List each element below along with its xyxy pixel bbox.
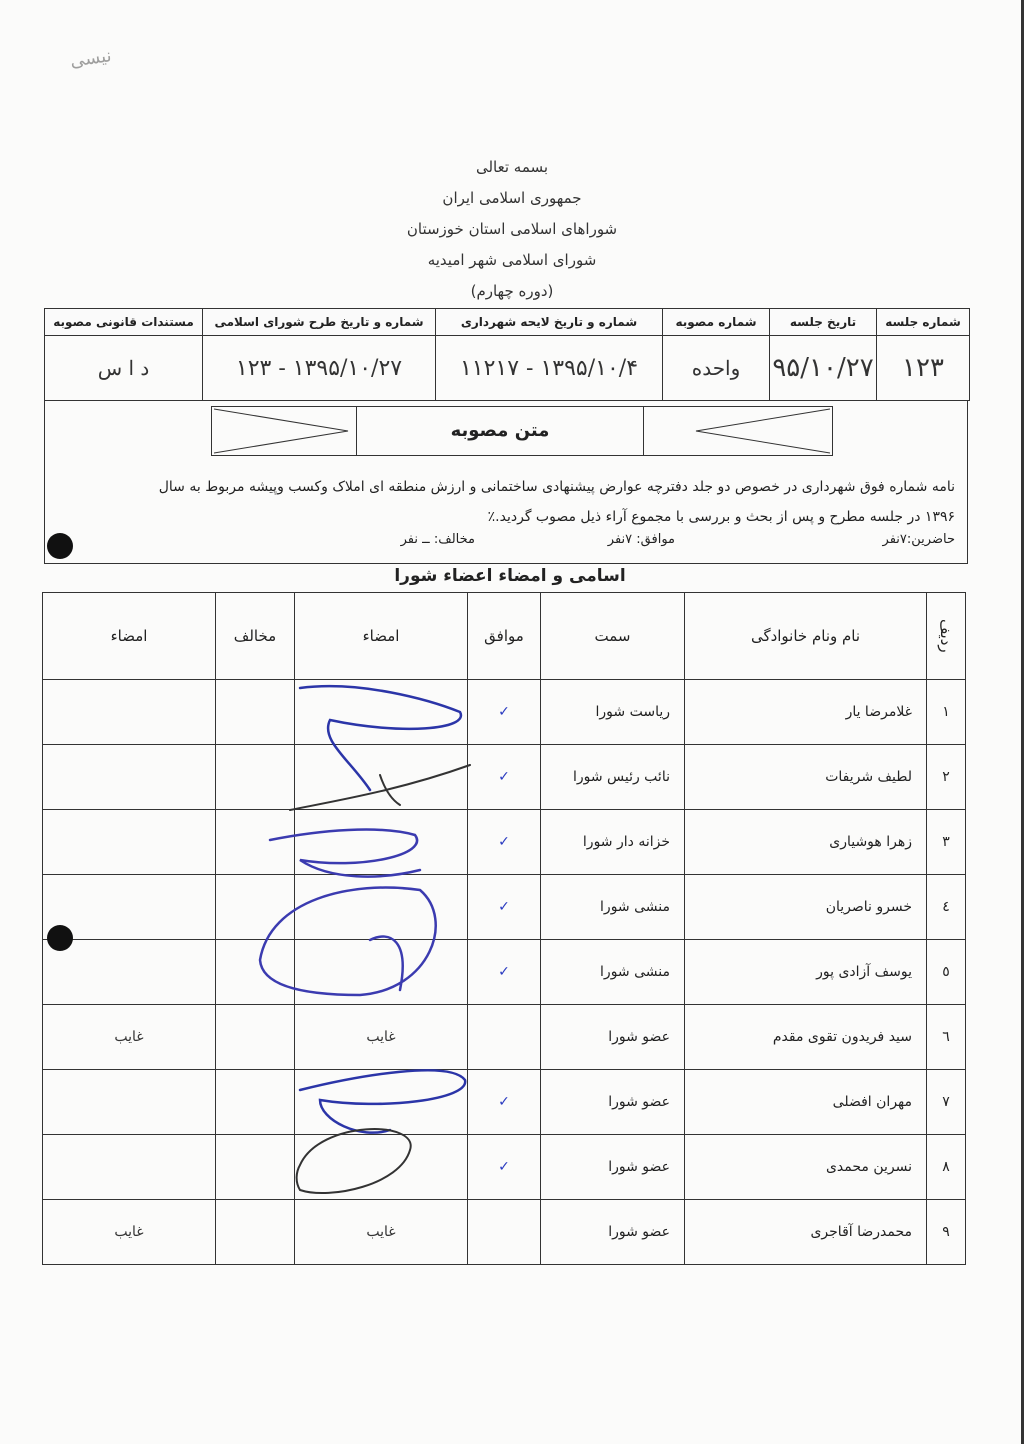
absent-mark-2: غایب — [43, 1200, 216, 1265]
member-name: غلامرضا یار — [685, 680, 927, 745]
oppose-cell — [216, 1070, 295, 1135]
oppose-cell — [216, 680, 295, 745]
oppose-cell — [216, 1200, 295, 1265]
member-name: محمدرضا آقاجری — [685, 1200, 927, 1265]
col-role: سمت — [541, 593, 685, 680]
banner-right-arrow — [692, 407, 832, 455]
signature-cell-2 — [43, 745, 216, 810]
vote-counts — [55, 532, 955, 556]
approval-title: متن مصوبه — [356, 407, 644, 455]
agree-check: ✓ — [468, 875, 541, 940]
approval-line: نامه شماره فوق شهرداری در خصوص دو جلد دفترچه عوارض پیشنهادی ساختمانی و ارزش منطقه ای املاک وکسب وپیشه مربوط به سال — [158, 479, 955, 495]
col-oppose: مخالف — [216, 593, 295, 680]
col-row: ردیف — [927, 593, 966, 680]
col-agree: موافق — [468, 593, 541, 680]
session-info-table — [44, 308, 970, 401]
oppose-cell — [216, 745, 295, 810]
council-plan-value: ۱۳۹۵/۱۰/۲۷ - ۱۲۳ — [203, 336, 436, 401]
punch-hole — [47, 925, 73, 951]
members-header-row — [43, 593, 966, 680]
oppose-cell — [216, 940, 295, 1005]
signature-cell — [295, 875, 468, 940]
approval-body — [55, 472, 955, 532]
agree-check: ✓ — [468, 940, 541, 1005]
oppose-cell — [216, 810, 295, 875]
row-number: ٥ — [927, 940, 966, 1005]
member-role: عضو شورا — [541, 1135, 685, 1200]
row-number: ٤ — [927, 875, 966, 940]
member-name: مهران افضلی — [685, 1070, 927, 1135]
member-row — [43, 1135, 966, 1200]
header-line: شوراهای اسلامی استان خوزستان — [406, 220, 618, 238]
header-line: (دوره چهارم) — [470, 282, 554, 300]
member-row — [43, 1200, 966, 1265]
member-name: خسرو ناصریان — [685, 875, 927, 940]
resolution-number-value: واحده — [663, 336, 770, 401]
approval-banner — [211, 406, 833, 456]
agree-check: ✓ — [468, 745, 541, 810]
member-row — [43, 875, 966, 940]
signature-cell-2 — [43, 1135, 216, 1200]
member-role: عضو شورا — [541, 1005, 685, 1070]
absent-mark: غایب — [295, 1200, 468, 1265]
signature-cell — [295, 810, 468, 875]
members-title: اسامی و امضاء اعضاء شورا — [394, 566, 626, 586]
agree-check: ✓ — [468, 810, 541, 875]
corner-handwritten-mark: نیسی — [68, 45, 113, 72]
signature-cell-2 — [43, 810, 216, 875]
member-role: خزانه دار شورا — [541, 810, 685, 875]
col-legal-basis: مستندات قانونی مصوبه — [45, 309, 203, 336]
session-date-value: ۹۵/۱۰/۲۷ — [770, 336, 877, 401]
absent-mark: غایب — [295, 1005, 468, 1070]
letter-header — [262, 152, 762, 307]
row-number: ۲ — [927, 745, 966, 810]
col-session-number: شماره جلسه — [877, 309, 970, 336]
member-role: عضو شورا — [541, 1200, 685, 1265]
signature-cell-2 — [43, 940, 216, 1005]
row-number: ۱ — [927, 680, 966, 745]
member-name: نسرین محمدی — [685, 1135, 927, 1200]
agree-check: ✓ — [468, 1135, 541, 1200]
row-number: ۳ — [927, 810, 966, 875]
signature-cell — [295, 1135, 468, 1200]
info-value-row — [45, 336, 970, 401]
member-role: عضو شورا — [541, 1070, 685, 1135]
approval-section — [44, 400, 968, 564]
punch-hole — [47, 533, 73, 559]
member-row — [43, 1070, 966, 1135]
member-row — [43, 940, 966, 1005]
oppose-cell — [216, 1135, 295, 1200]
agree-count: موافق: ۷نفر — [607, 532, 675, 547]
member-row — [43, 680, 966, 745]
agree-check: ✓ — [468, 680, 541, 745]
member-role: منشی شورا — [541, 940, 685, 1005]
session-number-value: ۱۲۳ — [877, 336, 970, 401]
banner-left-arrow — [212, 407, 352, 455]
agree-check — [468, 1005, 541, 1070]
member-name: زهرا هوشیاری — [685, 810, 927, 875]
col-municipality-bill: شماره و تاریخ لایحه شهرداری — [436, 309, 663, 336]
row-number: ۹ — [927, 1200, 966, 1265]
signature-cell — [295, 940, 468, 1005]
member-role: نائب رئیس شورا — [541, 745, 685, 810]
row-number: ٦ — [927, 1005, 966, 1070]
signature-cell-2 — [43, 680, 216, 745]
legal-basis-value: د ا س — [45, 336, 203, 401]
municipality-bill-value: ۱۳۹۵/۱۰/۴ - ۱۱۲۱۷ — [436, 336, 663, 401]
row-number: ۷ — [927, 1070, 966, 1135]
info-header-row — [45, 309, 970, 336]
approval-line: ۱۳۹۶ در جلسه مطرح و پس از بحث و بررسی با مجموع آراء ذیل مصوب گردید.٪ — [487, 509, 955, 525]
agree-check: ✓ — [468, 1070, 541, 1135]
member-row — [43, 810, 966, 875]
col-session-date: تاریخ جلسه — [770, 309, 877, 336]
signature-cell-2 — [43, 1070, 216, 1135]
col-council-plan: شماره و تاریخ طرح شورای اسلامی — [203, 309, 436, 336]
member-name: سید فریدون تقوی مقدم — [685, 1005, 927, 1070]
oppose-count: مخالف: ــ نفر — [400, 532, 475, 547]
row-number: ۸ — [927, 1135, 966, 1200]
present-count: حاضرین:۷نفر — [882, 532, 955, 547]
signature-cell — [295, 1070, 468, 1135]
absent-mark-2: غایب — [43, 1005, 216, 1070]
signature-cell — [295, 745, 468, 810]
member-name: یوسف آزادی پور — [685, 940, 927, 1005]
col-resolution-number: شماره مصوبه — [663, 309, 770, 336]
agree-check — [468, 1200, 541, 1265]
members-table — [42, 592, 966, 1265]
member-row — [43, 1005, 966, 1070]
header-line: بسمه تعالی — [475, 158, 549, 176]
member-name: لطیف شریفات — [685, 745, 927, 810]
oppose-cell — [216, 1005, 295, 1070]
col-signature-2: امضاء — [43, 593, 216, 680]
member-row — [43, 745, 966, 810]
member-role: ریاست شورا — [541, 680, 685, 745]
header-line: جمهوری اسلامی ایران — [442, 189, 582, 207]
col-name: نام ونام خانوادگی — [685, 593, 927, 680]
signature-cell — [295, 680, 468, 745]
col-signature: امضاء — [295, 593, 468, 680]
member-role: منشی شورا — [541, 875, 685, 940]
header-line: شورای اسلامی شهر امیدیه — [427, 251, 597, 269]
oppose-cell — [216, 875, 295, 940]
